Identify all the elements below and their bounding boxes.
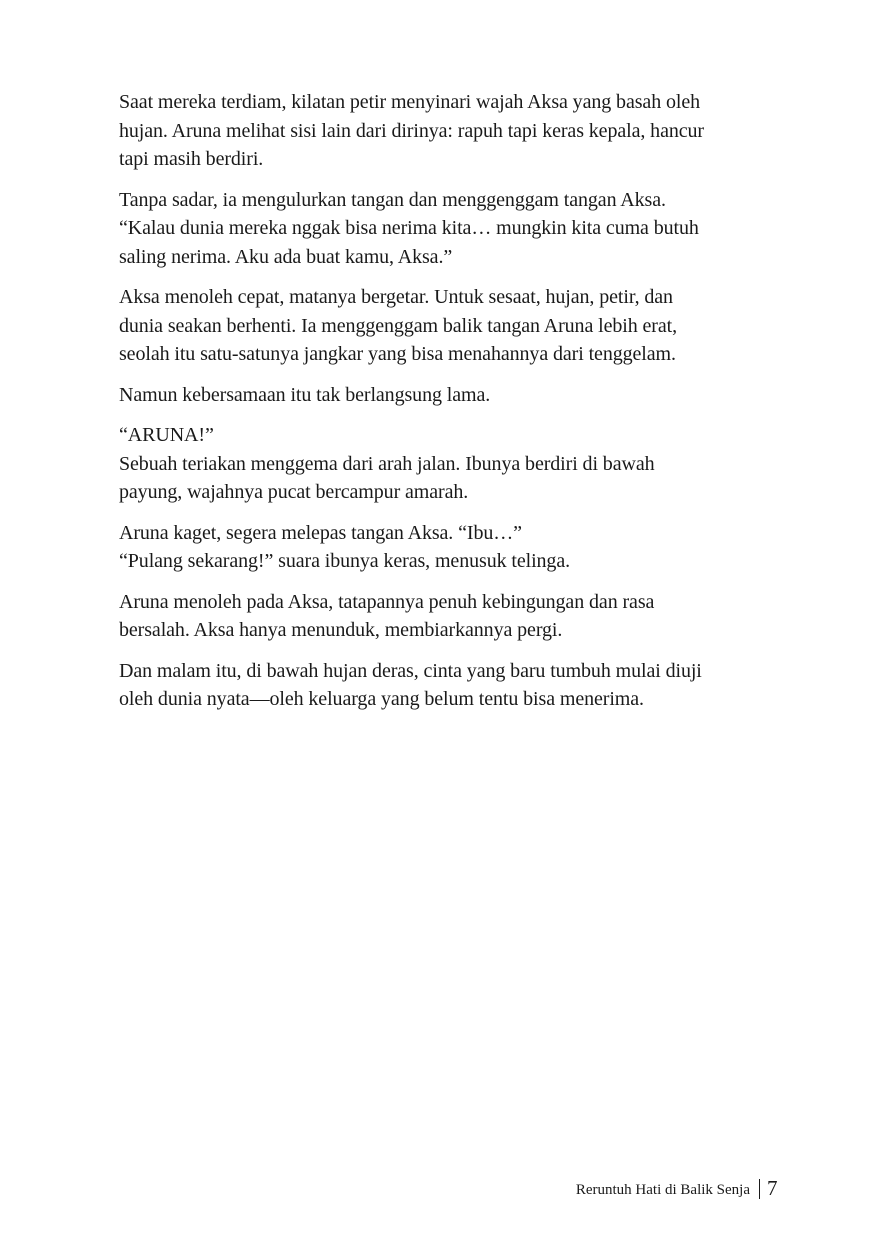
text-line: Tanpa sadar, ia mengulurkan tangan dan menggenggam tangan Aksa. xyxy=(119,188,666,211)
text-line: Dan malam itu, di bawah hujan deras, cinta yang baru tumbuh mulai diuji xyxy=(119,659,702,682)
text-line: Aruna kaget, segera melepas tangan Aksa. “Ibu…” xyxy=(119,521,522,544)
text-line: “ARUNA!” xyxy=(119,424,214,446)
footer-divider xyxy=(759,1179,760,1199)
text-line: Aruna menoleh pada Aksa, tatapannya penuh kebingungan dan rasa xyxy=(119,590,655,613)
text-line: hujan. Aruna melihat sisi lain dari dirinya: rapuh tapi keras kepala, hancur xyxy=(119,119,704,142)
paragraph xyxy=(119,381,809,410)
text-line: “Kalau dunia mereka nggak bisa nerima kita… mungkin kita cuma butuh xyxy=(119,217,699,239)
paragraph xyxy=(119,588,809,645)
running-footer-title: Reruntuh Hati di Balik Senja xyxy=(575,1182,750,1198)
text-line: Aksa menoleh cepat, matanya bergetar. Untuk sesaat, hujan, petir, dan xyxy=(119,286,673,308)
text-line: dunia seakan berhenti. Ia menggenggam balik tangan Aruna lebih erat, xyxy=(119,314,677,337)
text-line: saling nerima. Aku ada buat kamu, Aksa.” xyxy=(119,245,453,268)
paragraph xyxy=(119,421,809,507)
paragraph xyxy=(119,657,809,714)
text-line: bersalah. Aksa hanya menunduk, membiarkannya pergi. xyxy=(119,619,563,641)
text-line: Sebuah teriakan menggema dari arah jalan. Ibunya berdiri di bawah xyxy=(119,452,655,475)
paragraph xyxy=(119,88,809,174)
paragraph xyxy=(119,186,809,272)
page-body xyxy=(119,88,809,726)
paragraph xyxy=(119,519,809,576)
text-line: “Pulang sekarang!” suara ibunya keras, menusuk telinga. xyxy=(119,550,571,572)
text-line: payung, wajahnya pucat bercampur amarah. xyxy=(119,481,469,503)
text-line: tapi masih berdiri. xyxy=(119,148,264,170)
page-number: 7 xyxy=(767,1176,778,1200)
text-line: seolah itu satu-satunya jangkar yang bisa menahannya dari tenggelam. xyxy=(119,343,676,365)
page-footer xyxy=(0,1176,874,1202)
text-line: Saat mereka terdiam, kilatan petir menyinari wajah Aksa yang basah oleh xyxy=(119,91,701,113)
text-line: Namun kebersamaan itu tak berlangsung lama. xyxy=(119,383,491,406)
paragraph xyxy=(119,283,809,369)
text-line: oleh dunia nyata—oleh keluarga yang belum tentu bisa menerima. xyxy=(119,688,644,710)
